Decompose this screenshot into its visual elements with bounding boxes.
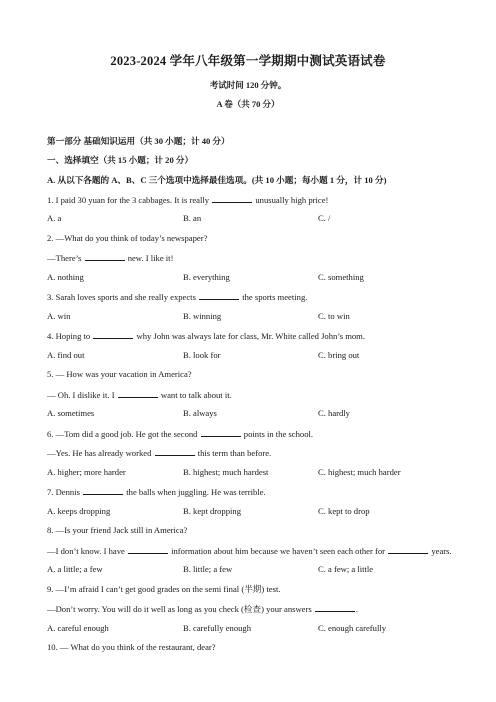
question-6-stem: 6. —Tom did a good job. He got the second points in the school. (47, 429, 314, 439)
question-6-option-a: A. higher; more harder (47, 467, 126, 477)
question-3-stem: 3. Sarah loves sports and she really expects the sports meeting. (47, 292, 308, 302)
question-3-option-a: A. win (47, 311, 71, 321)
answer-blank (212, 195, 252, 203)
question-4-option-a: A. find out (47, 350, 85, 360)
answer-blank (315, 604, 355, 612)
question-9-option-a: A. careful enough (47, 623, 109, 633)
answer-blank (83, 487, 123, 495)
question-5-option-c: C. hardly (318, 408, 350, 418)
question-1-option-c: C. / (318, 213, 331, 223)
question-7-stem: 7. Dennis the balls when juggling. He was terrible. (47, 487, 266, 497)
question-3-option-b: B. winning (183, 311, 222, 321)
question-8-option-b: B. little; a few (183, 564, 233, 574)
question-4-stem: 4. Hoping to why John was always late for class, Mr. White called John’s mom. (47, 331, 366, 341)
answer-blank (93, 331, 133, 339)
section1-heading: 一、选择填空（共 15 小题；计 20 分） (47, 155, 194, 165)
answer-blank (118, 390, 158, 398)
answer-blank (155, 448, 195, 456)
question-5-reply: — Oh. I dislike it. I want to talk about it. (47, 390, 232, 400)
question-10-stem: 10. — What do you think of the restaurant, dear? (47, 642, 216, 652)
answer-blank (201, 429, 241, 437)
question-7-option-a: A. keeps dropping (47, 506, 111, 516)
instruction-a: A. 从以下各题的 A、B、C 三个选项中选择最佳选项。(共 10 小题；每小题 1 分，计 10 分) (47, 175, 387, 185)
question-9-reply: —Don’t worry. You will do it well as long as you check (检查) your answers . (47, 604, 359, 614)
question-4-option-c: C. bring out (318, 350, 360, 360)
question-2-option-a: A. nothing (47, 272, 84, 282)
question-2-option-c: C. something (318, 272, 364, 282)
question-9-option-b: B. carefully enough (183, 623, 252, 633)
question-6-option-b: B. highest; much hardest (183, 467, 269, 477)
question-8-option-a: A. a little; a few (47, 564, 103, 574)
question-8-stem: 8. —Is your friend Jack still in America? (47, 525, 188, 535)
answer-blank (85, 253, 125, 261)
exam-title: 2023-2024 学年八年级第一学期期中测试英语试卷 (110, 54, 386, 68)
answer-blank (199, 292, 239, 300)
question-1-option-b: B. an (183, 213, 202, 223)
question-2-reply: —There’s new. I like it! (47, 253, 174, 263)
question-3-option-c: C. to win (318, 311, 350, 321)
question-7-option-b: B. kept dropping (183, 506, 242, 516)
question-1-stem: 1. I paid 30 yuan for the 3 cabbages. It is really unusually high price! (47, 195, 329, 205)
part1-heading: 第一部分 基础知识运用（共 30 小题；计 40 分） (47, 136, 230, 146)
question-8-option-c: C. a few; a little (318, 564, 374, 574)
answer-blank (128, 546, 168, 554)
question-5-option-a: A. sometimes (47, 408, 95, 418)
question-4-option-b: B. look for (183, 350, 221, 360)
question-6-option-c: C. highest; much harder (318, 467, 401, 477)
question-9-stem: 9. —I’m afraid I can’t get good grades on the semi final (半期) test. (47, 584, 281, 594)
answer-blank (388, 546, 428, 554)
question-6-reply: —Yes. He has already worked this term than before. (47, 448, 272, 458)
question-7-option-c: C. kept to drop (318, 506, 370, 516)
paper-a-heading: A 卷（共 70 分） (216, 99, 280, 109)
question-2-option-b: B. everything (183, 272, 230, 282)
question-5-stem: 5. — How was your vacation in America? (47, 369, 192, 379)
question-8-reply: —I don’t know. I have information about him because we haven’t seen each other for years. (47, 546, 452, 556)
question-1-option-a: A. a (47, 213, 62, 223)
time-note: 考试时间 120 分钟。 (209, 80, 287, 90)
question-9-option-c: C. enough carefully (318, 623, 387, 633)
question-5-option-b: B. always (183, 408, 217, 418)
question-2-stem: 2. —What do you think of today’s newspaper? (47, 233, 208, 243)
